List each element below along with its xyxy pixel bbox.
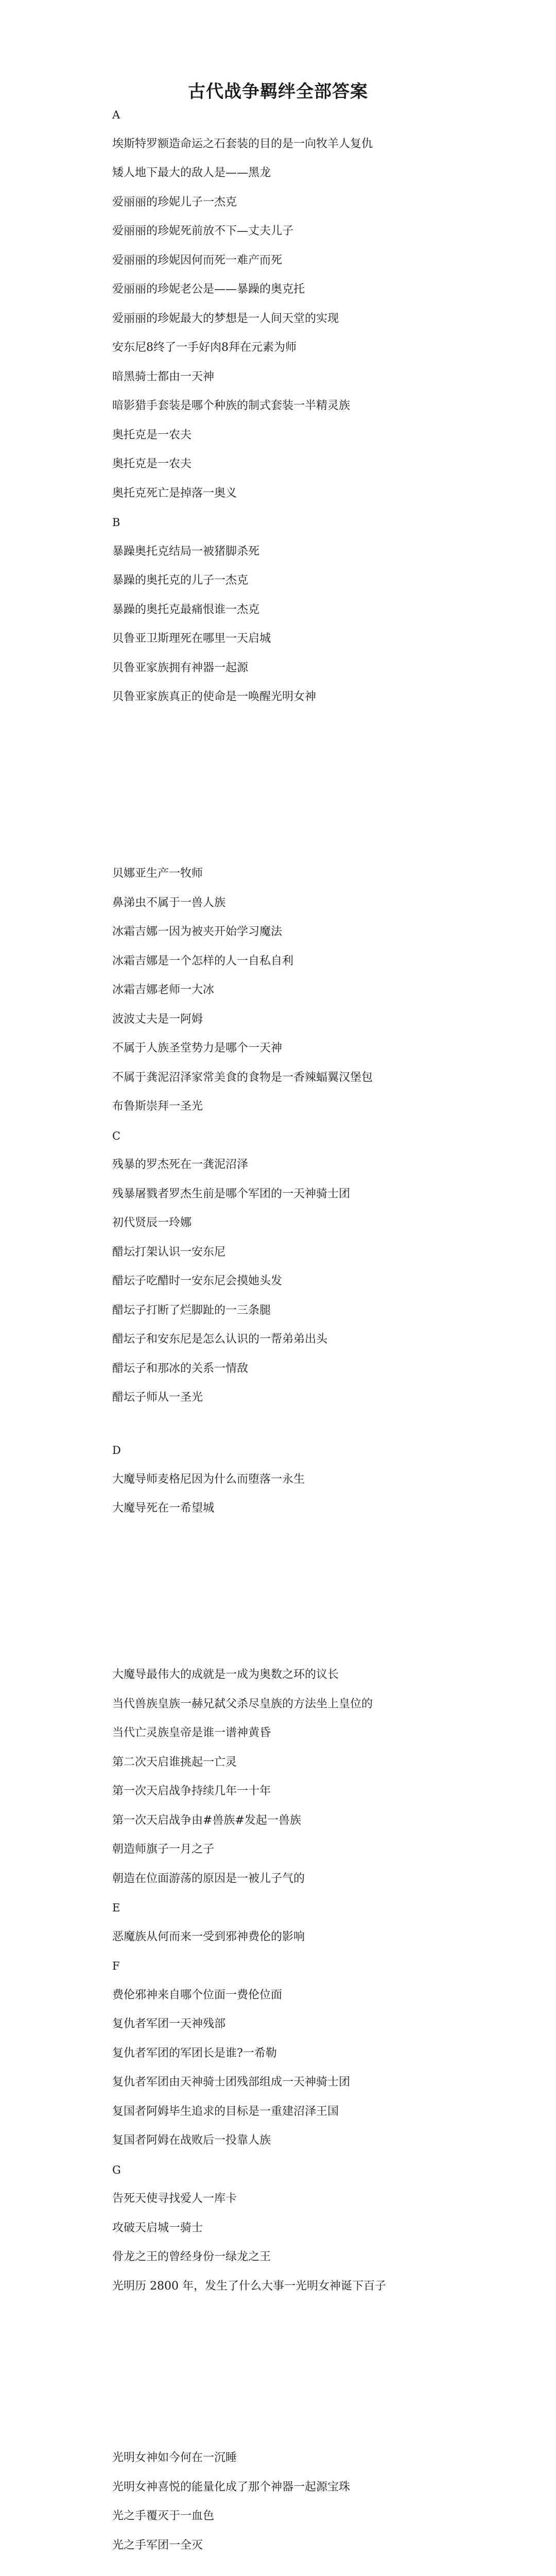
qa-line: 醋坛子和那冰的关系一情敌 (112, 1362, 249, 1375)
qa-line: 冰霜吉娜老师一大冰 (112, 984, 215, 996)
qa-line: 爱丽丽的珍妮因何而死一难产而死 (112, 253, 283, 267)
qa-line: 残暴的罗杰死在一龚泥沼泽 (112, 1158, 249, 1171)
qa-line: 光之手军团一全灭 (112, 2538, 203, 2552)
qa-line: 复仇者军团一天神残部 (112, 2018, 226, 2030)
qa-line: 暗黑骑士都由一天神 (112, 370, 215, 383)
qa-line: 复仇者军团的军团长是谁?一希勒 (112, 2046, 277, 2060)
qa-line: 光明历 2800 年，发生了什么大事一光明女神诞下百子 (112, 2279, 386, 2293)
qa-line: 奥托克是一农夫 (112, 457, 192, 470)
qa-line: 暴躁奥托克结局一被猪脚杀死 (112, 545, 260, 558)
qa-line: 矮人地下最大的敌人是——黑龙 (112, 166, 271, 179)
qa-line: 初代贤辰一玲娜 (112, 1216, 192, 1229)
qa-line: 大魔导死在一希望城 (112, 1502, 215, 1515)
qa-line: 朝造在位面游荡的原因是一被儿子气的 (112, 1872, 305, 1885)
section-letter: F (112, 1960, 120, 1972)
qa-line: 贝鲁亚卫斯理死在哪里一天启城 (112, 632, 271, 645)
qa-line: 贝娜亚生产一牧师 (112, 867, 203, 880)
qa-line: 奥托克是一农夫 (112, 428, 192, 442)
qa-line: 复国者阿姆在战败后一投靠人族 (112, 2134, 271, 2147)
qa-line: 第一次天启战争由#兽族#发起一兽族 (112, 1814, 301, 1827)
qa-line: 第一次天启战争持续几年一十年 (112, 1785, 271, 1798)
section-letter: A (112, 109, 120, 121)
qa-line: 醋坛子师从一圣光 (112, 1391, 203, 1404)
qa-line: 波波丈夫是一阿姆 (112, 1012, 203, 1026)
qa-line: 攻破天启城一骑士 (112, 2221, 203, 2234)
section-letter: B (112, 516, 120, 529)
qa-line: 不属于龚泥沼泽家常美食的食物是一香辣蝠翼汉堡包 (112, 1071, 373, 1084)
section-letter: E (112, 1902, 120, 1914)
section-letter: D (112, 1444, 121, 1456)
qa-line: 爱丽丽的珍妮死前放不下—丈夫儿子 (112, 225, 294, 238)
qa-line: 复仇者军团由天神骑士团残部组成一天神骑士团 (112, 2076, 351, 2089)
qa-line: 爱丽丽的珍妮最大的梦想是一人间天堂的实现 (112, 312, 339, 325)
qa-line: 大魔导师麦格尼因为什么而堕落一永生 (112, 1472, 305, 1486)
qa-line: 朝造师旗子一月之子 (112, 1843, 215, 1856)
qa-line: 复国者阿姆毕生追求的目标是一重建沼泽王国 (112, 2105, 339, 2118)
qa-line: 费伦邪神来自哪个位面一费伦位面 (112, 1988, 283, 2002)
text-block-3 (112, 1436, 503, 1523)
qa-line: 贝鲁亚家族真正的使命是一唤醒光明女神 (112, 690, 317, 703)
qa-line: 暴躁的奥托克最痛恨谁一杰克 (112, 603, 260, 616)
qa-line: 残暴屠戮者罗杰生前是哪个军团的一天神骑士团 (112, 1187, 351, 1200)
section-letter: G (112, 2163, 121, 2176)
qa-line: 冰霜吉娜一因为被夹开始学习魔法 (112, 925, 283, 938)
qa-line: 贝鲁亚家族拥有神器一起源 (112, 661, 249, 674)
text-block-1 (112, 100, 503, 712)
qa-line: 骨龙之王的曾经身份一绿龙之王 (112, 2250, 271, 2263)
qa-line: 醋坛子吃醋时一安东尼会摸她头发 (112, 1275, 283, 1287)
text-block-5 (112, 2444, 503, 2560)
qa-line: 醋坛打架认识一安东尼 (112, 1245, 226, 1259)
qa-line: 大魔导最伟大的成就是一成为奥数之环的议长 (112, 1668, 339, 1681)
qa-line: 醋坛子和安东尼是怎么认识的一帮弟弟出头 (112, 1333, 328, 1346)
qa-line: 奥托克死亡是掉落一奥义 (112, 486, 237, 500)
qa-line: 鼻涕虫不属于一兽人族 (112, 896, 226, 909)
qa-line: 爱丽丽的珍妮老公是——暴躁的奥克托 (112, 283, 305, 296)
document-title: 古代战争羁绊全部答案 (188, 81, 368, 102)
qa-line: 布鲁斯崇拜一圣光 (112, 1100, 203, 1113)
qa-line: 告死天使寻找爱人一库卡 (112, 2192, 237, 2205)
qa-line: 当代兽族皇族一赫兄弑父杀尽皇族的方法坐上皇位的 (112, 1697, 373, 1710)
qa-line: 不属于人族圣堂势力是哪个一天神 (112, 1042, 283, 1055)
qa-line: 光明女神喜悦的能量化成了那个神器一起源宝珠 (112, 2480, 351, 2494)
qa-line: 埃斯特罗额造命运之石套装的目的是一向牧羊人复仇 (112, 137, 373, 150)
qa-line: 暴躁的奥托克的儿子一杰克 (112, 574, 249, 587)
qa-line: 光之手覆灭于一血色 (112, 2510, 215, 2522)
qa-line: 恶魔族从何而来一受到邪神费伦的影响 (112, 1930, 305, 1943)
qa-line: 醋坛子打断了烂脚趾的一三条腿 (112, 1303, 271, 1317)
qa-line: 第二次天启谁挑起一亡灵 (112, 1755, 237, 1769)
text-block-4 (112, 1660, 503, 2301)
qa-line: 光明女神如今何在一沉睡 (112, 2451, 237, 2464)
qa-line: 冰霜吉娜是一个怎样的人一自私自利 (112, 954, 294, 968)
qa-line: 安东尼8终了一手好肉8拜在元素为师 (112, 341, 297, 354)
qa-line: 爱丽丽的珍妮儿子一杰克 (112, 195, 237, 209)
qa-line: 暗影猎手套装是哪个种族的制式套装一半精灵族 (112, 399, 351, 412)
qa-line: 当代亡灵族皇帝是谁一谱神黄昏 (112, 1726, 271, 1739)
section-letter: C (112, 1129, 121, 1142)
text-block-2 (112, 859, 503, 1413)
